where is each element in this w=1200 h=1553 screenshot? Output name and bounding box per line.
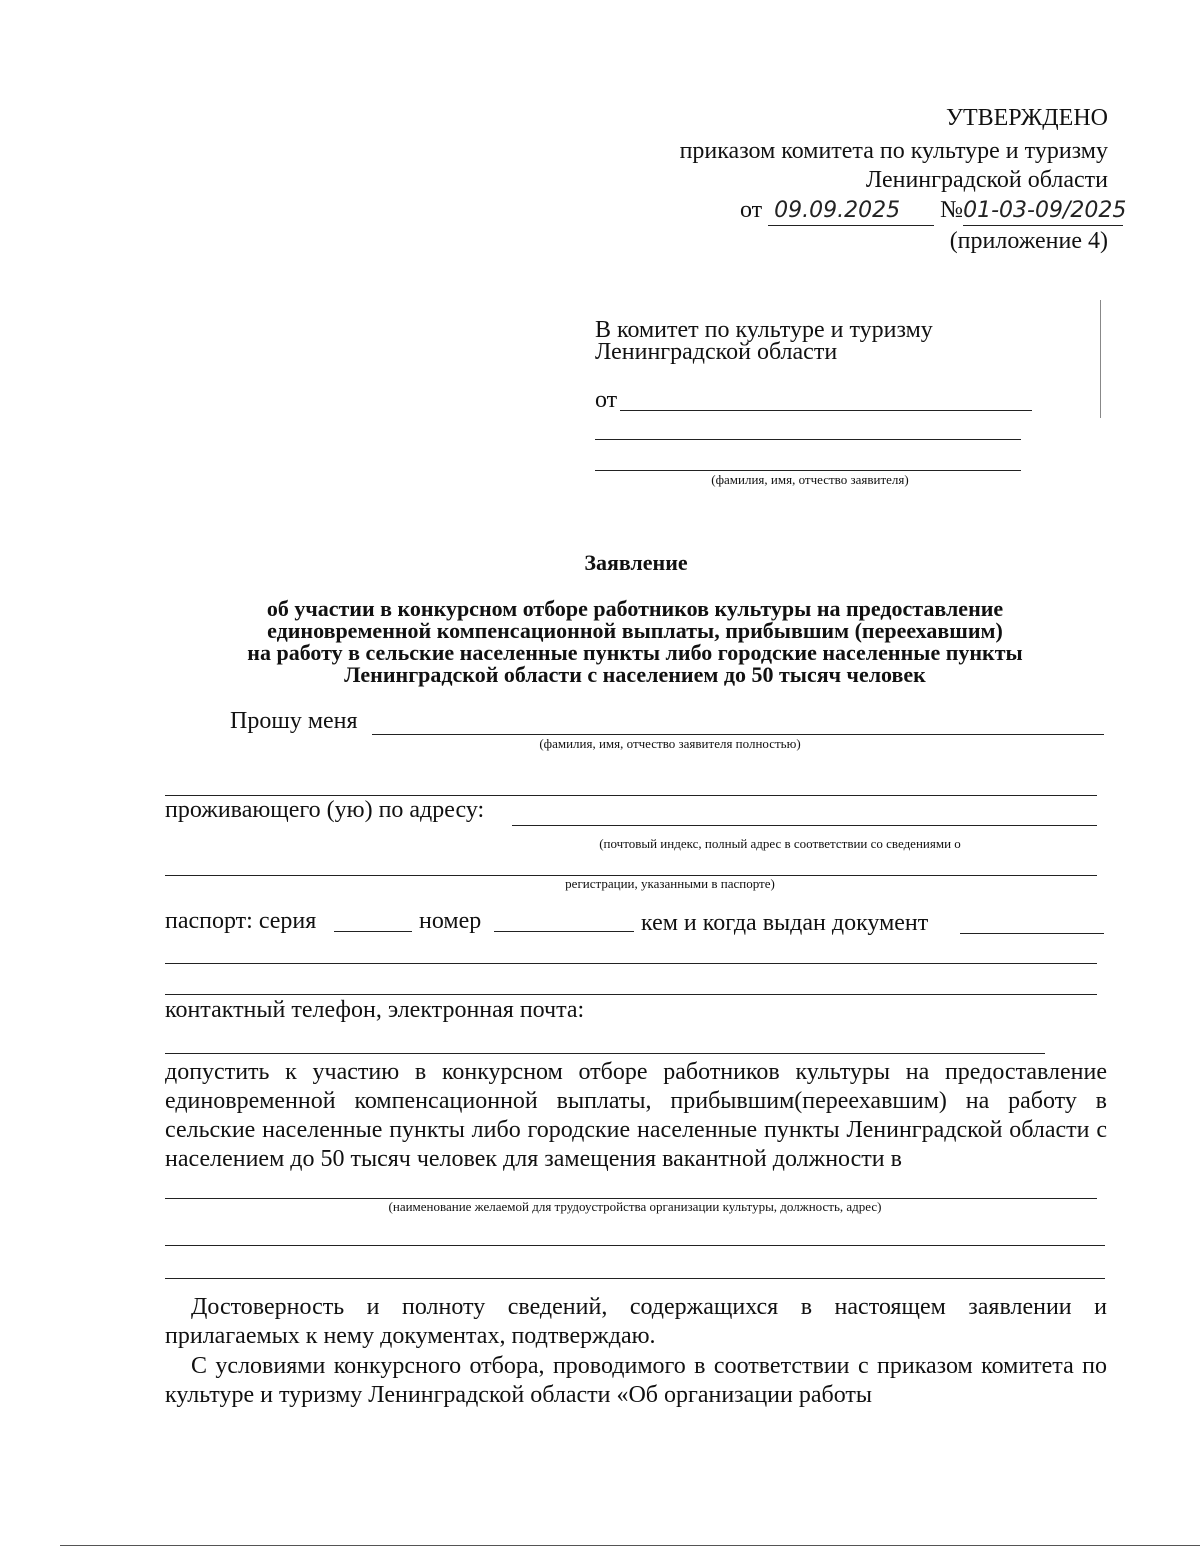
heading-sub2: единовременной компенсационной выплаты, прибывшим (переехавшим) [267, 618, 1003, 643]
address-field[interactable] [512, 825, 1097, 826]
admit-paragraph: допустить к участию в конкурсном отборе работников культуры на предоставление единовременной компенсационной выплаты, прибывшим(переехавшим) на работу в сельские населенные пункты либо городские населенные пункты Ленинградской области с населением до 50 тысяч человек для замещения вакантной должности в [165, 1059, 1107, 1172]
approval-date-row [740, 196, 1127, 226]
approval-title: УТВЕРЖДЕНО [945, 105, 1108, 131]
margin-vertical-line [1100, 300, 1101, 418]
request-label: Прошу меня [230, 708, 358, 734]
request-name-field[interactable] [372, 734, 1104, 735]
document-title: Заявление [584, 550, 688, 575]
addressee-caption: (фамилия, имя, отчество заявителя) [711, 472, 909, 487]
heading-sub3: на работу в сельские населенные пункты либо городские населенные пункты [247, 640, 1023, 665]
number-prefix: № [940, 197, 964, 223]
confirmation-paragraph: Достоверность и полноту сведений, содержащихся в настоящем заявлении и прилагаемых к нему документах, подтверждаю. [165, 1294, 1107, 1349]
approval-number-handwritten: 01-03-09/2025 [963, 197, 1123, 226]
approval-line1: приказом комитета по культуре и туризму [679, 138, 1108, 164]
contact-label: контактный телефон, электронная почта: [165, 997, 585, 1023]
organization-field-3[interactable] [165, 1278, 1105, 1279]
passport-series-label: паспорт: серия [165, 908, 317, 934]
address-caption-1: (почтовый индекс, полный адрес в соответствии со сведениями о [599, 836, 961, 851]
heading-sub1: об участии в конкурсном отборе работников культуры на предоставление [266, 596, 1004, 621]
addressee-line2: Ленинградской области [595, 339, 838, 365]
address-caption-2: регистрации, указанными в паспорте) [565, 876, 775, 891]
approval-appendix: (приложение 4) [949, 228, 1108, 254]
passport-issued-label: кем и когда выдан документ [641, 910, 929, 936]
approval-line2: Ленинградской области [865, 167, 1108, 193]
from-field-line-3[interactable] [595, 470, 1021, 471]
passport-number-field[interactable] [494, 931, 634, 932]
from-field-line-2[interactable] [595, 439, 1021, 440]
addressee-line1: В комитет по культуре и туризму [595, 317, 933, 343]
approval-date-handwritten: 09.09.2025 [768, 197, 934, 226]
passport-issued-field[interactable] [960, 933, 1104, 934]
organization-caption: (наименование желаемой для трудоустройства организации культуры, должность, адрес) [388, 1199, 882, 1214]
from-field-line-1[interactable] [620, 410, 1032, 411]
address-label: проживающего (ую) по адресу: [165, 797, 485, 823]
heading-sub4: Ленинградской области с населением до 50 тысяч человек [344, 662, 926, 687]
passport-number-label: номер [419, 908, 482, 934]
page-bottom-edge [60, 1545, 1200, 1546]
passport-series-field[interactable] [334, 931, 412, 932]
from-label: от [595, 387, 618, 413]
request-caption: (фамилия, имя, отчество заявителя полностью) [539, 736, 801, 751]
passport-issued-field-3[interactable] [165, 994, 1097, 995]
contact-field[interactable] [165, 1053, 1045, 1054]
date-prefix: от [740, 197, 763, 223]
passport-issued-field-2[interactable] [165, 963, 1097, 964]
conditions-paragraph: С условиями конкурсного отбора, проводимого в соответствии с приказом комитета по культуре и туризму Ленинградской области «Об организации работы [165, 1353, 1107, 1408]
organization-field-2[interactable] [165, 1245, 1105, 1246]
